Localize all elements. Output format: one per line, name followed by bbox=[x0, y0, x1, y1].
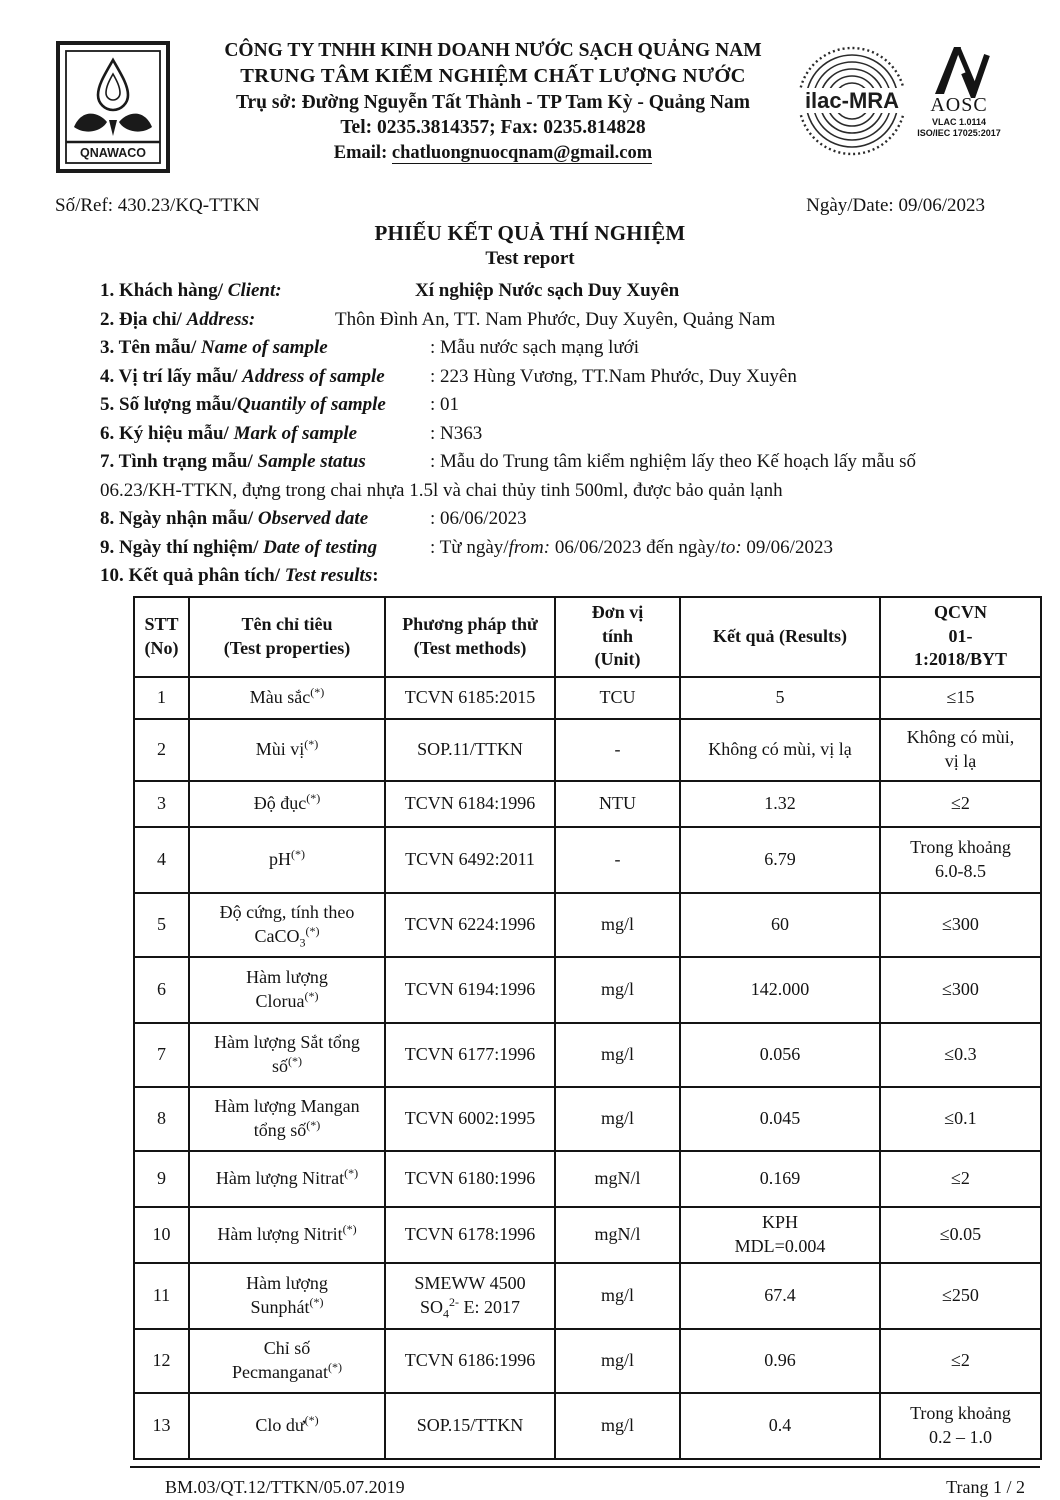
info-item-mark: 6. Ký hiệu mẫu/ Mark of sample : N363 bbox=[100, 422, 483, 444]
cell-property: Hàm lượng Mangan tổng số(*) bbox=[189, 1087, 385, 1151]
cell-result: 0.4 bbox=[680, 1393, 880, 1459]
cell-unit: mg/l bbox=[555, 1329, 680, 1393]
cell-limit: ≤0.05 bbox=[880, 1207, 1041, 1263]
cell-limit: ≤300 bbox=[880, 893, 1041, 957]
cell-result: 1.32 bbox=[680, 781, 880, 827]
cell-result: Không có mùi, vị lạ bbox=[680, 719, 880, 781]
sample-info-list bbox=[100, 277, 1005, 591]
cell-unit: mg/l bbox=[555, 1393, 680, 1459]
ref-number: Số/Ref: 430.23/KQ-TTKN bbox=[55, 195, 260, 216]
cell-property: Hàm lượng Clorua(*) bbox=[189, 957, 385, 1023]
info-item-quantity: 5. Số lượng mẫu/Quantily of sample : 01 bbox=[100, 394, 460, 415]
cell-unit: mgN/l bbox=[555, 1151, 680, 1207]
cell-no: 10 bbox=[134, 1207, 189, 1263]
cell-no: 2 bbox=[134, 719, 189, 781]
cell-no: 4 bbox=[134, 827, 189, 893]
info-item-test-results-heading: 10. Kết quả phân tích/ Test results: bbox=[100, 565, 379, 586]
head-office-address: Trụ sở: Đường Nguyễn Tất Thành - TP Tam Kỳ - Quảng Nam bbox=[235, 91, 751, 113]
page-footer bbox=[165, 1477, 1025, 1498]
cell-property: Độ cứng, tính theo CaCO$_3$(*) bbox=[189, 893, 385, 957]
company-logo-block bbox=[55, 34, 193, 179]
cell-unit: mg/l bbox=[555, 1087, 680, 1151]
table-row bbox=[134, 1087, 1041, 1151]
info-item-client: 1. Khách hàng/ Client: Xí nghiệp Nước sạch Duy Xuyên bbox=[100, 280, 680, 301]
table-row bbox=[134, 1393, 1041, 1459]
cell-property: Màu sắc(*) bbox=[189, 677, 385, 719]
cell-result: 0.169 bbox=[680, 1151, 880, 1207]
cell-property: Hàm lượng Sunphát(*) bbox=[189, 1263, 385, 1329]
cell-result: 6.79 bbox=[680, 827, 880, 893]
cell-method: SOP.15/TTKN bbox=[385, 1393, 555, 1459]
table-row bbox=[134, 677, 1041, 719]
info-item-observed-date: 8. Ngày nhận mẫu/ Observed date : 06/06/2023 bbox=[100, 508, 527, 529]
qnawaco-logo-text: QNAWACO bbox=[80, 146, 146, 160]
cell-method: TCVN 6224:1996 bbox=[385, 893, 555, 957]
cell-result: KPH MDL=0.004 bbox=[680, 1207, 880, 1263]
accreditation-logos bbox=[793, 34, 1005, 160]
aosc-logo-block bbox=[915, 42, 1003, 140]
col-header-property: Tên chỉ tiêu (Test properties) bbox=[189, 597, 385, 677]
test-results-table bbox=[133, 596, 1042, 1460]
cell-result: 60 bbox=[680, 893, 880, 957]
cell-limit: ≤250 bbox=[880, 1263, 1041, 1329]
cell-unit: mg/l bbox=[555, 957, 680, 1023]
cell-limit: ≤2 bbox=[880, 1329, 1041, 1393]
cell-limit: Trong khoảng 0.2 – 1.0 bbox=[880, 1393, 1041, 1459]
col-header-method: Phương pháp thử (Test methods) bbox=[385, 597, 555, 677]
table-row bbox=[134, 957, 1041, 1023]
footer-divider bbox=[130, 1466, 1040, 1468]
cell-result: 142.000 bbox=[680, 957, 880, 1023]
cell-limit: ≤300 bbox=[880, 957, 1041, 1023]
cell-no: 13 bbox=[134, 1393, 189, 1459]
cell-unit: mg/l bbox=[555, 1023, 680, 1087]
col-header-result: Kết quả (Results) bbox=[680, 597, 880, 677]
email-address: chatluongnuocqnam@gmail.com bbox=[391, 142, 653, 163]
vlac-code: VLAC 1.0114 bbox=[931, 117, 987, 127]
table-row bbox=[134, 827, 1041, 893]
report-date: Ngày/Date: 09/06/2023 bbox=[806, 195, 985, 216]
table-row bbox=[134, 893, 1041, 957]
cell-method: SOP.11/TTKN bbox=[385, 719, 555, 781]
ilac-mra-text: ilac-MRA bbox=[804, 88, 900, 113]
cell-no: 3 bbox=[134, 781, 189, 827]
cell-result: 5 bbox=[680, 677, 880, 719]
cell-method: TCVN 6185:2015 bbox=[385, 677, 555, 719]
cell-unit: mgN/l bbox=[555, 1207, 680, 1263]
cell-unit: TCU bbox=[555, 677, 680, 719]
cell-property: Hàm lượng Nitrat(*) bbox=[189, 1151, 385, 1207]
cell-no: 7 bbox=[134, 1023, 189, 1087]
cell-result: 67.4 bbox=[680, 1263, 880, 1329]
cell-limit: ≤15 bbox=[880, 677, 1041, 719]
cell-property: Mùi vị(*) bbox=[189, 719, 385, 781]
cell-no: 8 bbox=[134, 1087, 189, 1151]
cell-result: 0.045 bbox=[680, 1087, 880, 1151]
cell-unit: mg/l bbox=[555, 893, 680, 957]
qnawaco-logo-icon bbox=[55, 40, 171, 174]
cell-method: TCVN 6002:1995 bbox=[385, 1087, 555, 1151]
tel-fax: Tel: 0235.3814357; Fax: 0235.814828 bbox=[340, 117, 646, 139]
cell-unit: mg/l bbox=[555, 1263, 680, 1329]
col-header-unit: Đơn vị tính (Unit) bbox=[555, 597, 680, 677]
ilac-mra-stamp-icon bbox=[793, 42, 911, 160]
table-row bbox=[134, 781, 1041, 827]
aosc-text: AOSC bbox=[930, 94, 988, 116]
cell-result: 0.96 bbox=[680, 1329, 880, 1393]
aosc-mark-icon bbox=[927, 42, 991, 98]
company-name: CÔNG TY TNHH KINH DOANH NƯỚC SẠCH QUẢNG NAM bbox=[224, 40, 762, 61]
cell-limit: ≤2 bbox=[880, 781, 1041, 827]
cell-limit: Không có mùi, vị lạ bbox=[880, 719, 1041, 781]
cell-property: Clo dư(*) bbox=[189, 1393, 385, 1459]
cell-limit: Trong khoảng 6.0-8.5 bbox=[880, 827, 1041, 893]
info-item-sample-status: 7. Tình trạng mẫu/ Sample status : Mẫu do Trung tâm kiểm nghiệm lấy theo Kế hoạch lấy mẫu số 06.23/KH-TTKN, đựng trong chai nhựa 1.5l và chai thủy tinh 500ml, được bảo quản lạnh bbox=[100, 448, 1005, 505]
table-row bbox=[134, 719, 1041, 781]
cell-method: SMEWW 4500 $SO_4^{2-}$ E: 2017 bbox=[385, 1263, 555, 1329]
table-row bbox=[134, 1329, 1041, 1393]
page-title: PHIẾU KẾT QUẢ THÍ NGHIỆM bbox=[374, 221, 686, 245]
cell-no: 12 bbox=[134, 1329, 189, 1393]
cell-limit: ≤2 bbox=[880, 1151, 1041, 1207]
info-item-address: 2. Địa chỉ/ Address: Thôn Đình An, TT. Nam Phước, Duy Xuyên, Quảng Nam bbox=[100, 308, 776, 330]
cell-result: 0.056 bbox=[680, 1023, 880, 1087]
page-number: Trang 1 / 2 bbox=[946, 1476, 1025, 1497]
meta-row bbox=[55, 195, 1005, 217]
sample-status-continued: 06.23/KH-TTKN, đựng trong chai nhựa 1.5l và chai thủy tinh 500ml, được bảo quản lạnh bbox=[100, 479, 783, 501]
table-row bbox=[134, 1151, 1041, 1207]
col-header-no: STT (No) bbox=[134, 597, 189, 677]
email-line: Email: chatluongnuocqnam@gmail.com bbox=[333, 142, 653, 163]
info-item-sample-location: 4. Vị trí lấy mẫu/ Address of sample : 223 Hùng Vương, TT.Nam Phước, Duy Xuyên bbox=[100, 365, 797, 387]
cell-no: 6 bbox=[134, 957, 189, 1023]
cell-method: TCVN 6177:1996 bbox=[385, 1023, 555, 1087]
table-row bbox=[134, 1263, 1041, 1329]
cell-property: Độ đục(*) bbox=[189, 781, 385, 827]
iso-standard: ISO/IEC 17025:2017 bbox=[917, 128, 1001, 139]
letterhead-text bbox=[193, 34, 793, 165]
cell-limit: ≤0.1 bbox=[880, 1087, 1041, 1151]
table-row bbox=[134, 1207, 1041, 1263]
cell-method: TCVN 6178:1996 bbox=[385, 1207, 555, 1263]
page-subtitle: Test report bbox=[485, 248, 575, 269]
cell-no: 9 bbox=[134, 1151, 189, 1207]
cell-no: 11 bbox=[134, 1263, 189, 1329]
form-code: BM.03/QT.12/TTKN/05.07.2019 bbox=[165, 1476, 405, 1497]
table-header-row bbox=[134, 597, 1041, 677]
cell-limit: ≤0.3 bbox=[880, 1023, 1041, 1087]
cell-method: TCVN 6180:1996 bbox=[385, 1151, 555, 1207]
cell-no: 5 bbox=[134, 893, 189, 957]
info-item-testing-date: 9. Ngày thí nghiệm/ Date of testing : Từ ngày/from: 06/06/2023 đến ngày/to: 09/06/2023 bbox=[100, 536, 833, 558]
info-item-sample-name: 3. Tên mẫu/ Name of sample : Mẫu nước sạch mạng lưới bbox=[100, 337, 640, 358]
cell-unit: - bbox=[555, 827, 680, 893]
center-name: TRUNG TÂM KIỂM NGHIỆM CHẤT LƯỢNG NƯỚC bbox=[240, 65, 746, 88]
col-header-limit: QCVN 01- 1:2018/BYT bbox=[880, 597, 1041, 677]
cell-method: TCVN 6194:1996 bbox=[385, 957, 555, 1023]
cell-property: pH(*) bbox=[189, 827, 385, 893]
cell-property: Hàm lượng Sắt tổng số(*) bbox=[189, 1023, 385, 1087]
cell-unit: - bbox=[555, 719, 680, 781]
cell-no: 1 bbox=[134, 677, 189, 719]
letterhead bbox=[55, 34, 1005, 179]
table-row bbox=[134, 1023, 1041, 1087]
cell-unit: NTU bbox=[555, 781, 680, 827]
cell-property: Hàm lượng Nitrit(*) bbox=[189, 1207, 385, 1263]
cell-method: TCVN 6492:2011 bbox=[385, 827, 555, 893]
cell-method: TCVN 6184:1996 bbox=[385, 781, 555, 827]
cell-property: Chỉ số Pecmanganat(*) bbox=[189, 1329, 385, 1393]
cell-method: TCVN 6186:1996 bbox=[385, 1329, 555, 1393]
